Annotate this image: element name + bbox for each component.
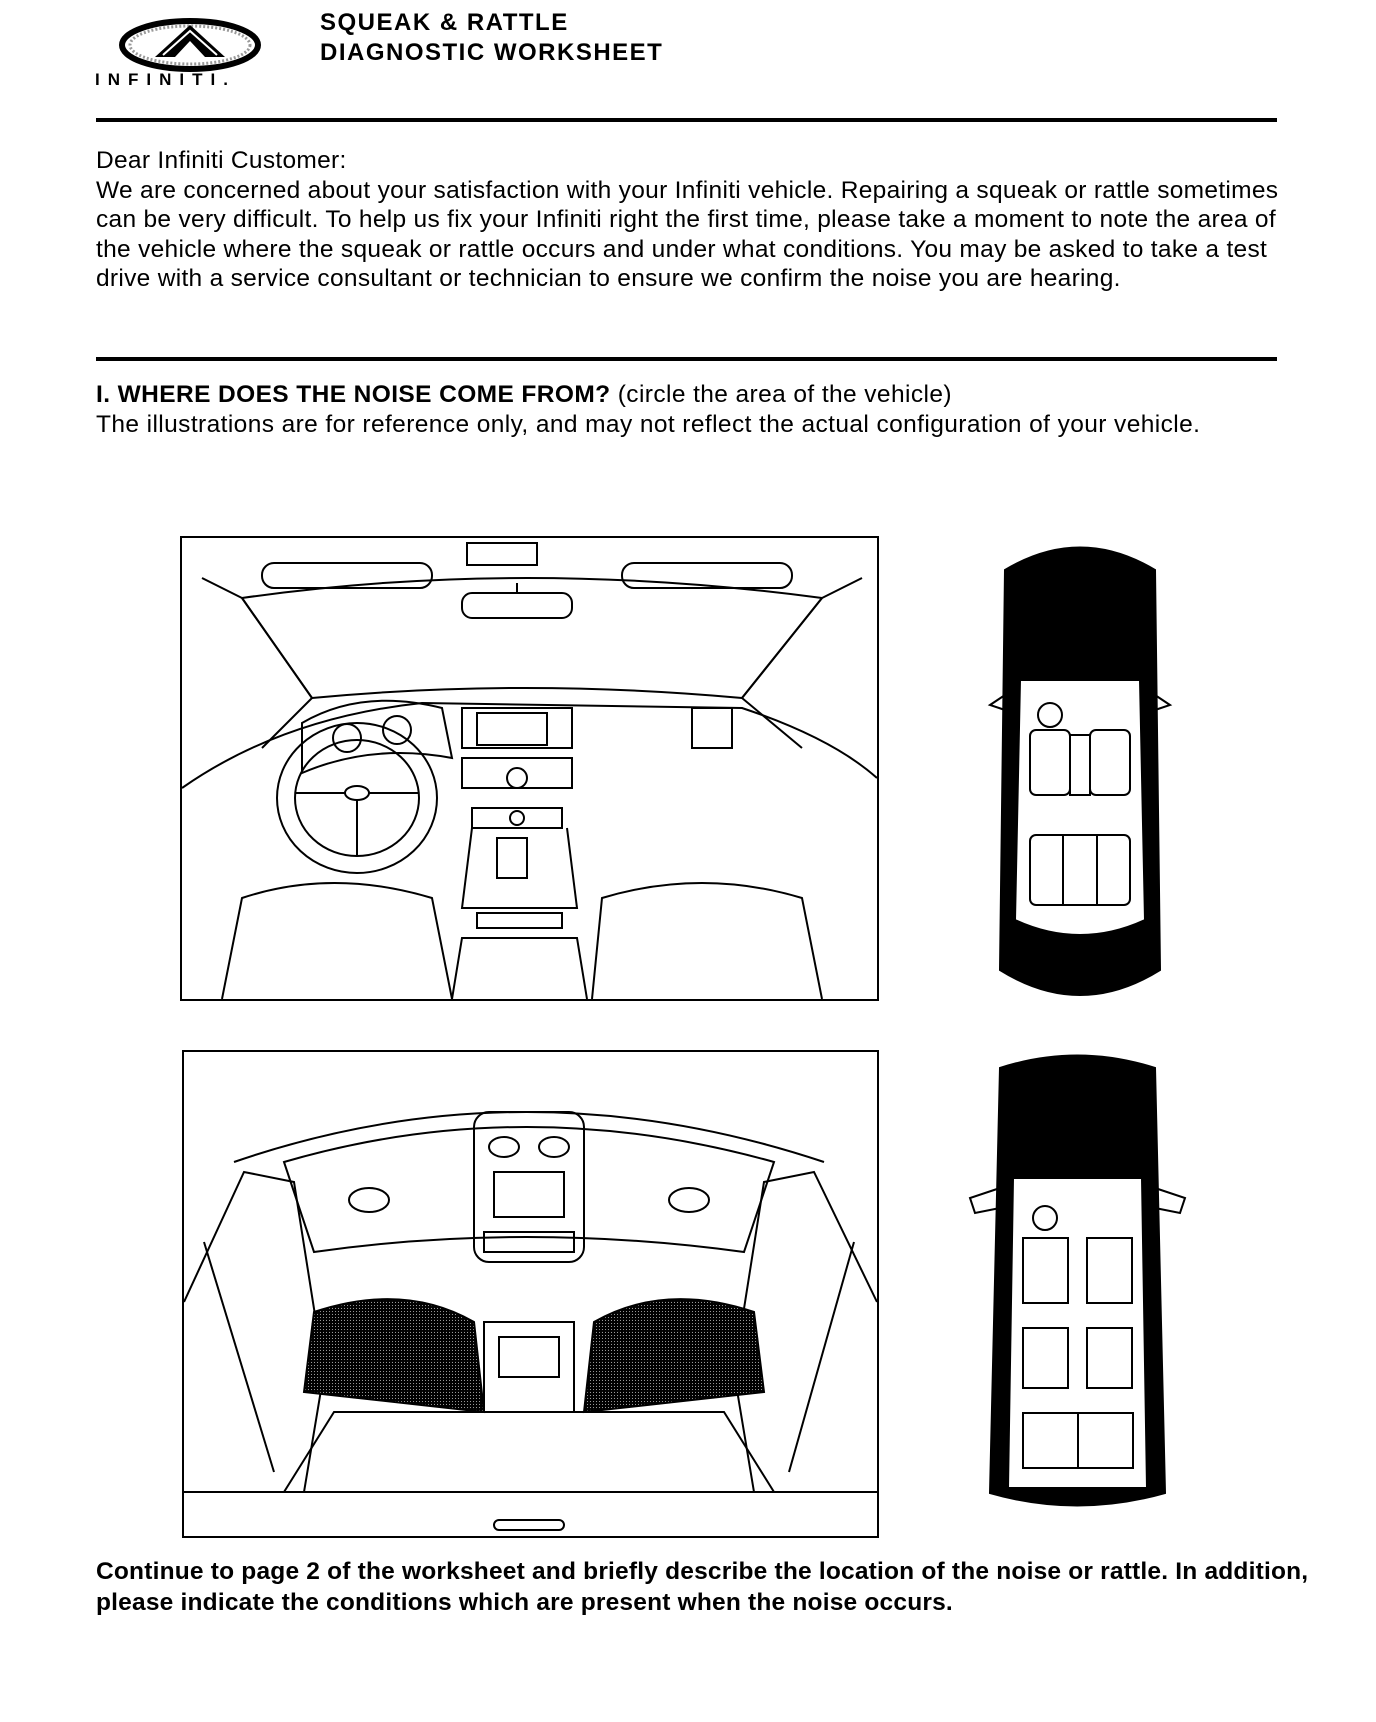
page-title [320, 8, 663, 68]
title-line-2: DIAGNOSTIC WORKSHEET [320, 39, 664, 66]
sedan-top-view-illustration[interactable] [985, 530, 1175, 1010]
title-line-1: SQUEAK & RATTLE [320, 9, 569, 36]
divider-middle [96, 357, 1277, 361]
dashboard-illustration[interactable] [180, 536, 879, 1001]
closing-instructions: Continue to page 2 of the worksheet and briefly describe the location of the noise or rattle. In addition, please indicate the conditions which are present when the noise occurs. [96, 1558, 1309, 1616]
section-heading: I. WHERE DOES THE NOISE COME FROM? [96, 381, 611, 408]
section-disclaimer: The illustrations are for reference only, and may not reflect the actual configuration of your vehicle. [96, 410, 1201, 438]
cargo-area-illustration[interactable] [182, 1050, 879, 1538]
suv-top-view-illustration[interactable] [955, 1048, 1200, 1513]
brand-wordmark: INFINITI. [95, 70, 236, 89]
section-heading-note: (circle the area of the vehicle) [617, 381, 952, 408]
greeting: Dear Infiniti Customer: [96, 147, 347, 174]
intro-body: We are concerned about your satisfaction with your Infiniti vehicle. Repairing a squeak or rattle sometimes can be very difficult. To help us fix your Infiniti right the first time, please take a moment to note the area of the vehicle where the squeak or rattle occurs and under what conditions. You may be asked to take a test drive with a service consultant or technician to ensure we confirm the noise you are hearing. [96, 176, 1279, 293]
intro-section [96, 146, 1296, 294]
divider-top [96, 118, 1277, 122]
section-where-noise [96, 380, 1316, 439]
infiniti-logo-emblem [115, 15, 265, 75]
